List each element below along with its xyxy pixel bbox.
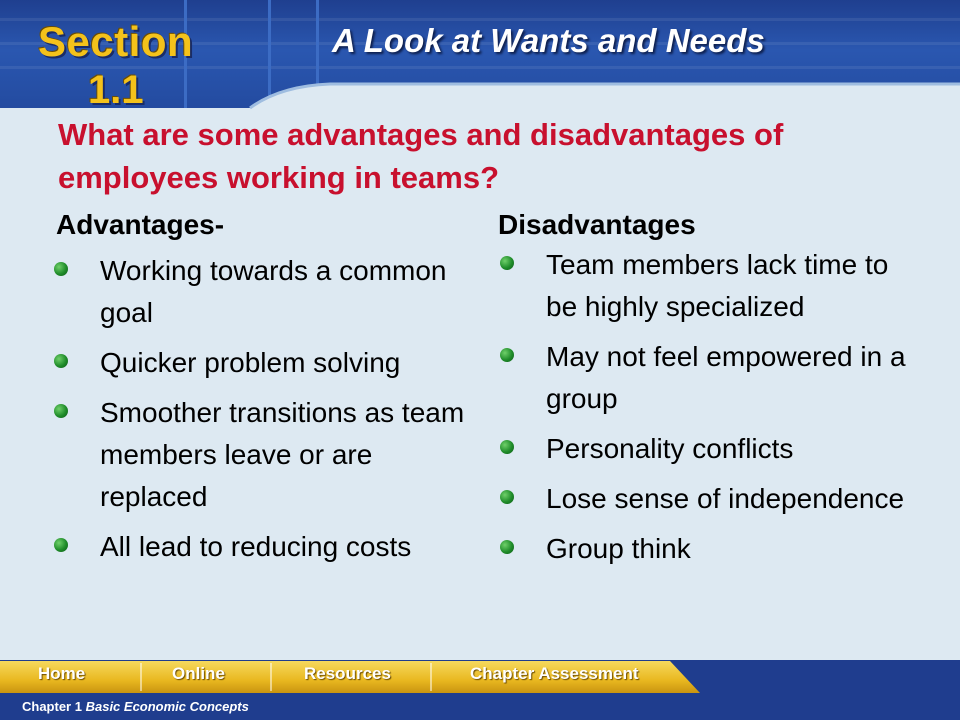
- disadvantages-heading: Disadvantages: [498, 209, 696, 240]
- list-item: [500, 336, 920, 420]
- list-item-text: Personality conflicts: [546, 433, 794, 464]
- nav-separator: [140, 663, 142, 691]
- advantages-list: [54, 250, 474, 576]
- chapter-footer: [22, 699, 249, 714]
- list-item-text: May not feel empowered in a group: [546, 341, 906, 414]
- disadvantages-list: [500, 244, 920, 578]
- slide-title: A Look at Wants and Needs: [332, 22, 765, 59]
- list-item: [54, 392, 474, 518]
- nav-resources-button[interactable]: Resources: [304, 664, 391, 683]
- bullet-dot-icon: [500, 440, 514, 454]
- list-item: [500, 428, 920, 470]
- bullet-dot-icon: [500, 256, 514, 270]
- chapter-title: Basic Economic Concepts: [85, 699, 249, 714]
- list-item-text: Group think: [546, 533, 691, 564]
- nav-chapter-assessment-button[interactable]: Chapter Assessment: [470, 664, 639, 683]
- bullet-dot-icon: [54, 404, 68, 418]
- bullet-dot-icon: [500, 348, 514, 362]
- list-item: [500, 478, 920, 520]
- list-item-text: Quicker problem solving: [100, 347, 401, 378]
- list-item-text: Team members lack time to be highly specialized: [546, 249, 889, 322]
- list-item-text: Smoother transitions as team members leave or are replaced: [100, 397, 465, 512]
- list-item: [54, 342, 474, 384]
- list-item: [54, 526, 474, 568]
- nav-home-button[interactable]: Home: [38, 664, 86, 683]
- section-label: Section: [38, 18, 194, 65]
- section-number: 1.1: [88, 68, 144, 112]
- slide-header: [0, 0, 960, 112]
- chapter-label: Chapter 1: [22, 699, 82, 714]
- bullet-dot-icon: [54, 262, 68, 276]
- list-item: [500, 244, 920, 328]
- bullet-dot-icon: [500, 540, 514, 554]
- bullet-dot-icon: [500, 490, 514, 504]
- question-heading: What are some advantages and disadvantages of employees working in teams?: [58, 117, 784, 195]
- advantages-heading: Advantages-: [56, 209, 225, 240]
- nav-online-button[interactable]: Online: [172, 664, 225, 683]
- nav-separator: [430, 663, 432, 691]
- list-item-text: All lead to reducing costs: [100, 531, 412, 562]
- list-item-text: Working towards a common goal: [100, 255, 447, 328]
- bullet-dot-icon: [54, 354, 68, 368]
- list-item: [54, 250, 474, 334]
- list-item-text: Lose sense of independence: [546, 483, 905, 514]
- list-item: [500, 528, 920, 570]
- nav-separator: [270, 663, 272, 691]
- bullet-dot-icon: [54, 538, 68, 552]
